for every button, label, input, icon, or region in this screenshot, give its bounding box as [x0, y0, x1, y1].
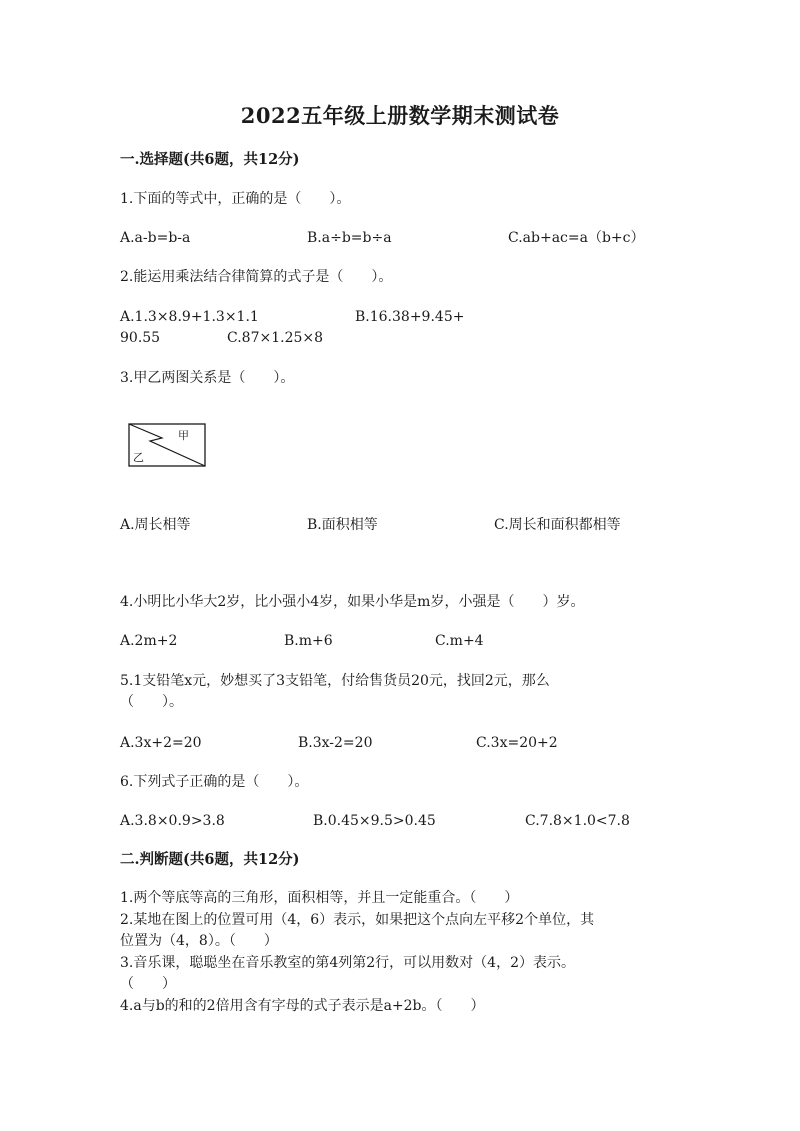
judgment-item-2: 2.某地在图上的位置可用（4，6）表示，如果把这个点向左平移2个单位，其 [120, 912, 595, 928]
question-1-option-b: B.a÷b=b÷a [307, 230, 392, 246]
question-4-option-a: A.2m+2 [120, 633, 178, 649]
question-5-option-c: C.3x=20+2 [476, 735, 558, 751]
question-3-option-b: B.面积相等 [307, 517, 378, 533]
section-heading-judgment: 二.判断题(共6题，共12分) [120, 851, 300, 868]
question-6-option-c: C.7.8×1.0<7.8 [525, 813, 630, 829]
figure-label-yi: 乙 [133, 451, 144, 464]
question-2-stem: 2.能运用乘法结合律简算的式子是（ ）。 [120, 269, 393, 285]
jia-yi-figure [128, 423, 206, 467]
section-heading-choice: 一.选择题(共6题，共12分) [120, 151, 300, 168]
question-2-option-b-cont: 90.55 [120, 330, 161, 346]
figure-label-jia: 甲 [178, 429, 189, 442]
judgment-item-2-cont: 位置为（4，8）。（ ） [120, 933, 278, 949]
question-3-option-a: A.周长相等 [120, 517, 191, 533]
question-1-option-c: C.ab+ac=a（b+c） [508, 230, 645, 246]
question-2-option-c: C.87×1.25×8 [227, 330, 324, 346]
question-4-option-b: B.m+6 [284, 633, 333, 649]
judgment-item-4: 4.a与b的和的2倍用含有字母的式子表示是a+2b。（ ） [120, 998, 485, 1014]
judgment-item-1: 1.两个等底等高的三角形，面积相等，并且一定能重合。（ ） [120, 890, 519, 906]
question-6-stem: 6.下列式子正确的是（ ）。 [120, 774, 309, 790]
judgment-item-3-cont: （ ） [120, 976, 176, 992]
question-6-option-a: A.3.8×0.9>3.8 [120, 813, 225, 829]
question-1-option-a: A.a-b=b-a [120, 230, 191, 246]
page-title: 2022五年级上册数学期末测试卷 [240, 103, 560, 128]
question-6-option-b: B.0.45×9.5>0.45 [313, 813, 436, 829]
question-5-stem-line1: 5.1支铅笔x元，妙想买了3支铅笔，付给售货员20元，找回2元，那么 [120, 673, 550, 689]
question-3-option-c: C.周长和面积都相等 [494, 517, 621, 533]
question-4-stem: 4.小明比小华大2岁，比小强小4岁，如果小华是m岁，小强是（ ）岁。 [120, 594, 585, 610]
question-4-option-c: C.m+4 [435, 633, 484, 649]
judgment-item-3: 3.音乐课，聪聪坐在音乐教室的第4列第2行，可以用数对（4，2）表示。 [120, 955, 575, 971]
question-5-stem-line2: （ ）。 [120, 694, 183, 710]
question-5-option-b: B.3x-2=20 [298, 735, 373, 751]
question-2-option-a: A.1.3×8.9+1.3×1.1 [120, 309, 259, 325]
question-5-option-a: A.3x+2=20 [120, 735, 202, 751]
question-3-stem: 3.甲乙两图关系是（ ）。 [120, 370, 295, 386]
question-2-option-b: B.16.38+9.45+ [355, 309, 465, 325]
question-1-stem: 1.下面的等式中，正确的是（ ）。 [120, 191, 351, 207]
